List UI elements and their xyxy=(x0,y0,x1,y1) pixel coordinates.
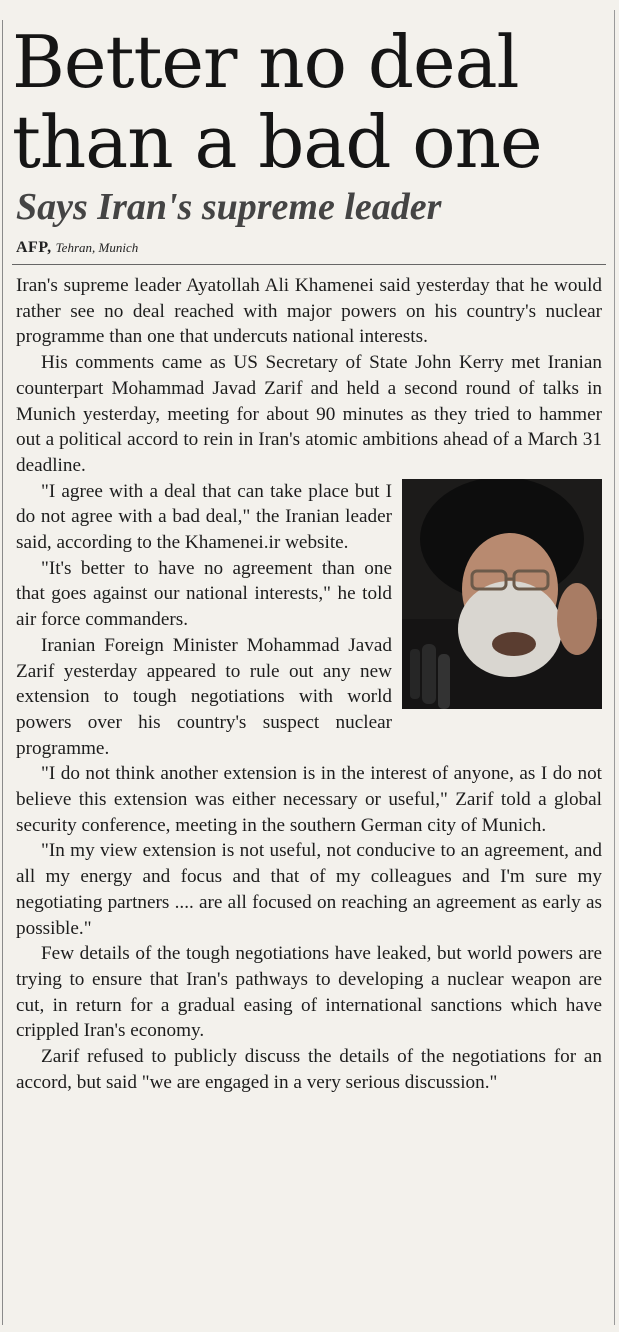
byline-place: Tehran, Munich xyxy=(55,240,139,255)
news-article xyxy=(12,22,606,1096)
page-right-rule xyxy=(614,10,615,1325)
article-paragraph: "I agree with a deal that can take place but I do not agree with a bad deal," the Iranian leader said, according to the Khamenei.ir website. xyxy=(16,480,392,554)
leader-photo xyxy=(402,479,602,709)
article-body xyxy=(12,273,606,1096)
article-paragraph: Few details of the tough negotiations have leaked, but world powers are trying to ensure that Iran's pathways to developing a nuclear weapon are cut, in return for a gradual easing of international sanctions which have crippled Iran's economy. xyxy=(16,943,602,1042)
article-paragraph: Iranian Foreign Minister Mohammad Javad Zarif yesterday appeared to rule out any new extension to tough negotiations with world powers over his country's suspect nuclear programme. xyxy=(16,634,392,759)
byline-source: AFP, xyxy=(16,239,52,256)
byline-divider xyxy=(12,264,606,265)
article-paragraph: "I do not think another extension is in the interest of anyone, as I do not believe this extension was either necessary or useful," Zarif told a global security conference, meeting in the southern German city of Munich. xyxy=(16,763,602,836)
article-paragraph: His comments came as US Secretary of State John Kerry met Iranian counterpart Mohammad Javad Zarif and held a second round of talks in Munich yesterday, meeting for about 90 minutes as they tried to hammer out a political accord to rein in Iran's atomic ambitions ahead of a March 31 deadline. xyxy=(16,352,602,476)
leader-portrait-image xyxy=(402,479,602,709)
subhead: Says Iran's supreme leader xyxy=(16,186,442,228)
headline: Better no deal than a bad one xyxy=(12,20,542,184)
article-paragraph: Zarif refused to publicly discuss the details of the negotiations for an accord, but said "we are engaged in a very serious discussion." xyxy=(16,1046,602,1093)
article-paragraph: "In my view extension is not useful, not conducive to an agreement, and all my energy and focus and that of my colleagues and I'm sure my negotiating partners .... are all focused on reaching an agreement as early as possible." xyxy=(16,840,602,939)
byline xyxy=(16,238,606,258)
page-left-rule xyxy=(2,20,3,1325)
article-paragraph: "It's better to have no agreement than one that goes against our national interests," he told air force commanders. xyxy=(16,557,392,631)
article-paragraph: Iran's supreme leader Ayatollah Ali Khamenei said yesterday that he would rather see no deal reached with major powers on his country's nuclear programme than one that undercuts national interests. xyxy=(16,275,602,348)
